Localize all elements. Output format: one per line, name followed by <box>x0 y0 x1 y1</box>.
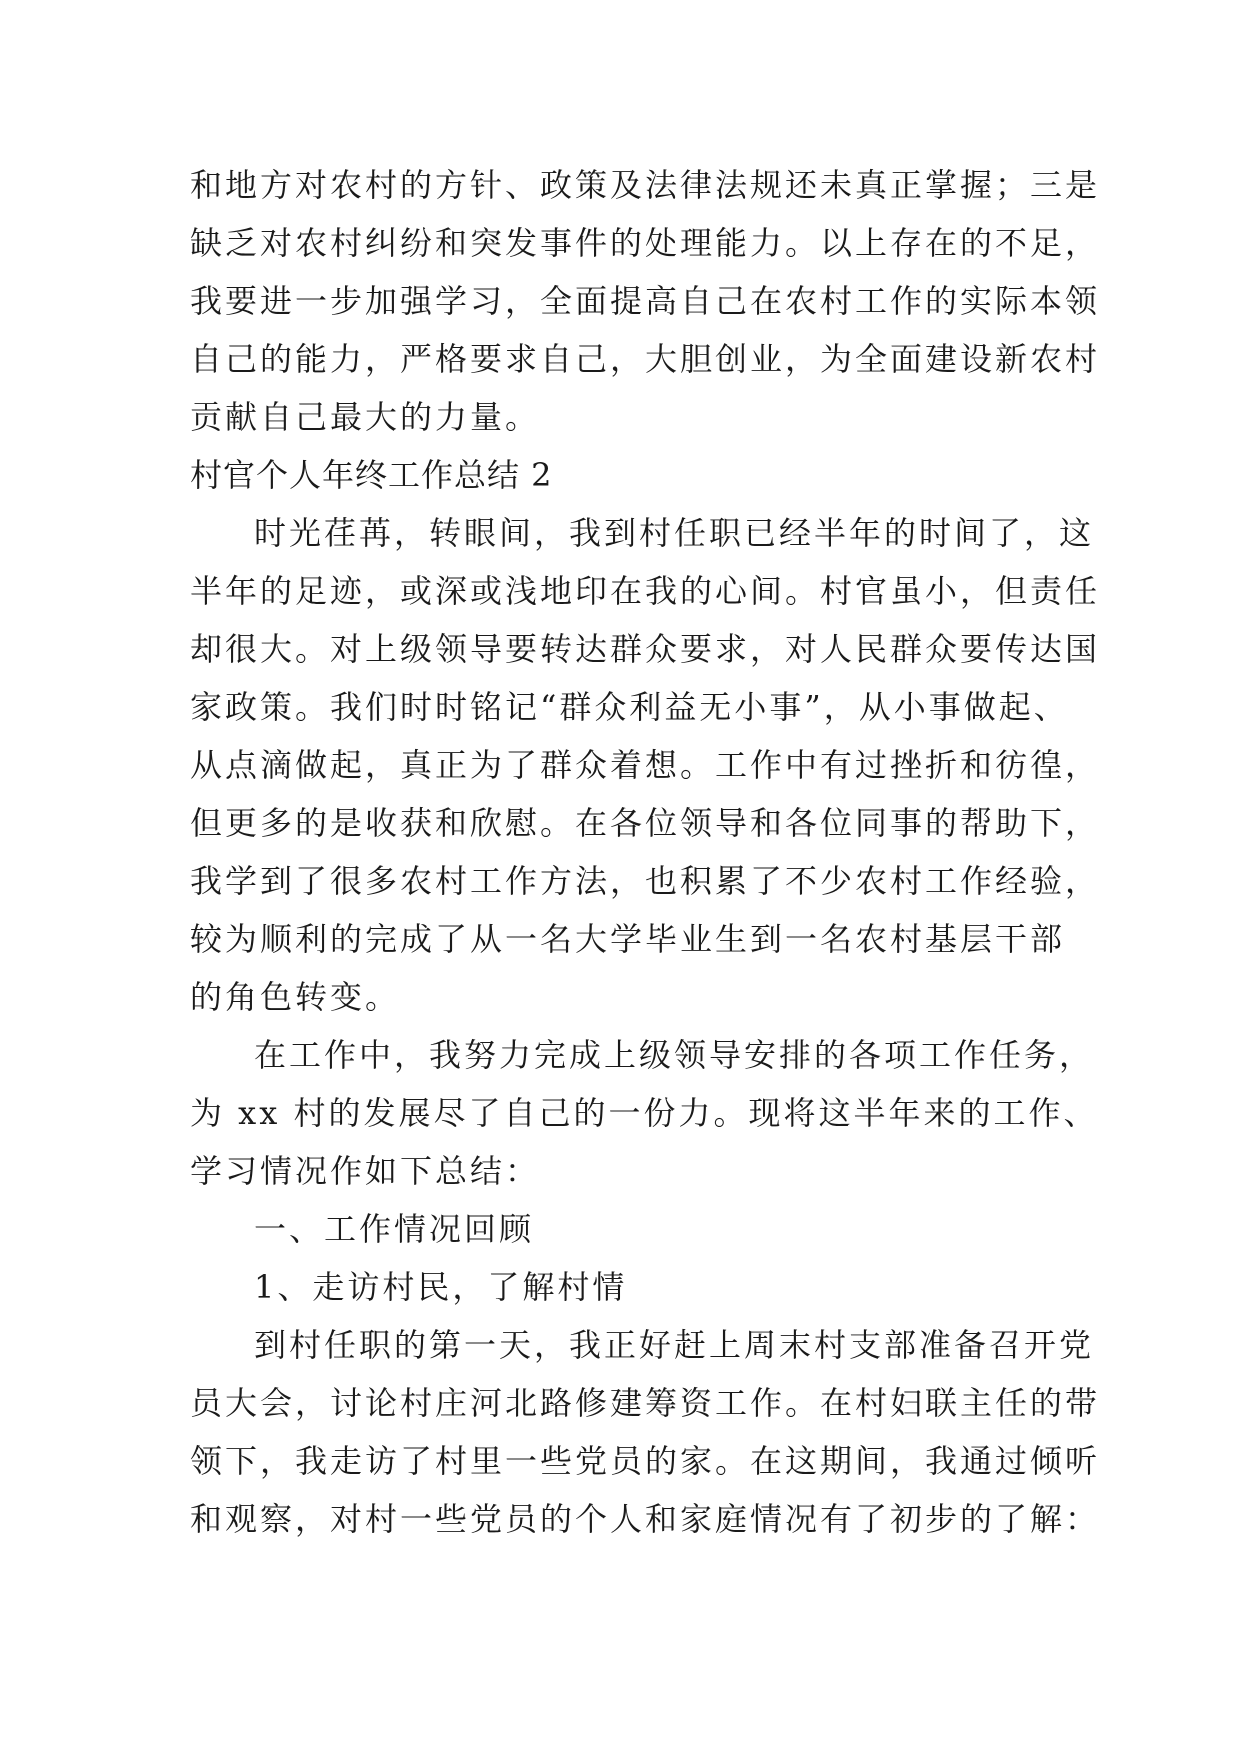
paragraph-line: 时光荏苒，转眼间，我到村任职已经半年的时间了，这 <box>254 514 1095 552</box>
subheading: 一、工作情况回顾 <box>254 1210 535 1248</box>
paragraph-line: 领下，我走访了村里一些党员的家。在这期间，我通过倾听 <box>190 1442 1101 1480</box>
paragraph-line: 在工作中，我努力完成上级领导安排的各项工作任务， <box>254 1036 1095 1074</box>
paragraph-line: 自己的能力，严格要求自己，大胆创业，为全面建设新农村 <box>190 340 1101 378</box>
paragraph-line: 却很大。对上级领导要转达群众要求，对人民群众要传达国 <box>190 630 1101 668</box>
paragraph-line: 家政策。我们时时铭记“群众利益无小事”，从小事做起、 <box>190 688 1069 726</box>
paragraph-line: 和地方对农村的方针、政策及法律法规还未真正掌握；三是 <box>190 166 1101 204</box>
paragraph-line: 的角色转变。 <box>190 978 401 1016</box>
paragraph-line: 和观察，对村一些党员的个人和家庭情况有了初步的了解： <box>190 1500 1101 1538</box>
subheading: 1、走访村民，了解村情 <box>254 1268 628 1306</box>
section-title: 村官个人年终工作总结 2 <box>190 456 553 494</box>
paragraph-line: 我学到了很多农村工作方法，也积累了不少农村工作经验， <box>190 862 1101 900</box>
paragraph-line: 半年的足迹，或深或浅地印在我的心间。村官虽小，但责任 <box>190 572 1101 610</box>
paragraph-line: 缺乏对农村纠纷和突发事件的处理能力。以上存在的不足， <box>190 224 1101 262</box>
paragraph-line: 从点滴做起，真正为了群众着想。工作中有过挫折和彷徨， <box>190 746 1101 784</box>
paragraph-line: 我要进一步加强学习，全面提高自己在农村工作的实际本领 <box>190 282 1101 320</box>
paragraph-line: 但更多的是收获和欣慰。在各位领导和各位同事的帮助下， <box>190 804 1101 842</box>
paragraph-line: 到村任职的第一天，我正好赶上周末村支部准备召开党 <box>254 1326 1095 1364</box>
paragraph-line: 学习情况作如下总结： <box>190 1152 541 1190</box>
paragraph-line: 为 xx 村的发展尽了自己的一份力。现将这半年来的工作、 <box>190 1094 1099 1132</box>
paragraph-line: 较为顺利的完成了从一名大学毕业生到一名农村基层干部 <box>190 920 1066 958</box>
paragraph-line: 员大会，讨论村庄河北路修建筹资工作。在村妇联主任的带 <box>190 1384 1101 1422</box>
paragraph-line: 贡献自己最大的力量。 <box>190 398 541 436</box>
